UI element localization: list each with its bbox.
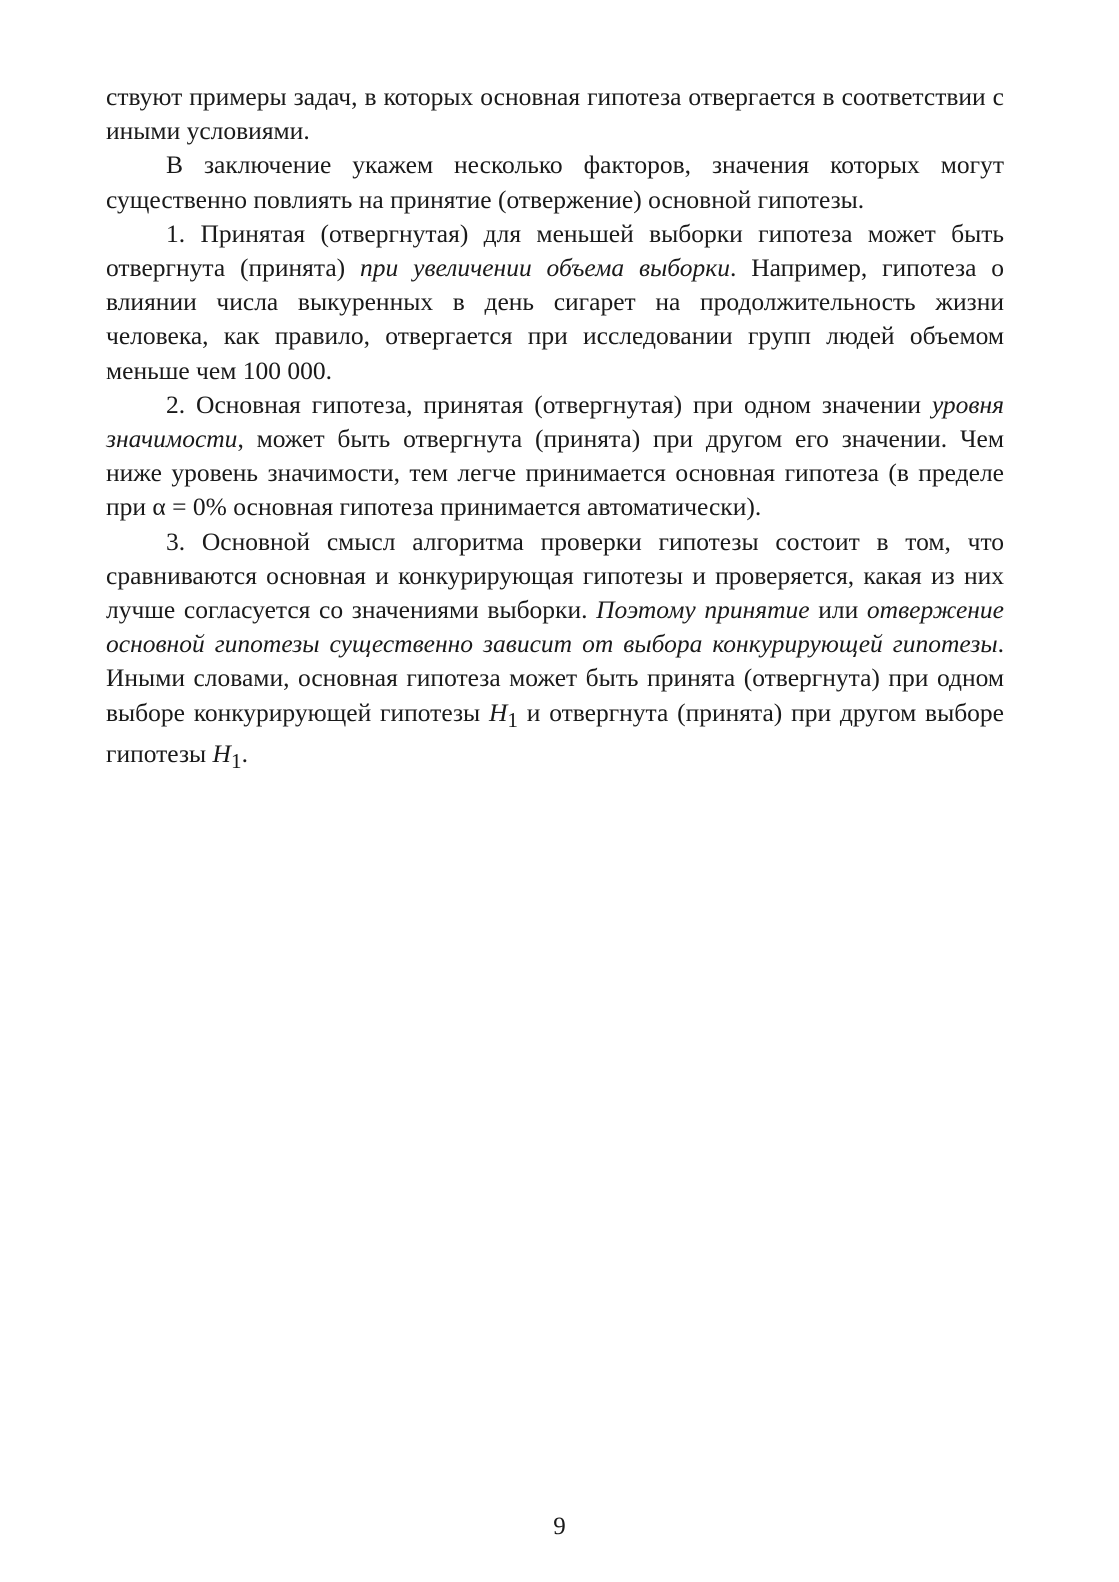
text-run: ствуют примеры задач, в которых основная гипотеза отвергается в соответствии с иными условиями. <box>106 82 1004 146</box>
text-run: 1. Принятая (отвергнутая) для меньшей выборки гипотеза может быть отвергнута (принята) <box>106 218 1004 283</box>
text-run: и отвергнута (принята) при другом выборе гипотезы <box>106 697 1004 768</box>
italic-text: H <box>212 738 231 768</box>
italic-text: H <box>488 697 508 727</box>
page-number: 9 <box>553 1513 566 1540</box>
paragraph-factor-3 <box>106 525 1004 779</box>
text-run: . Например, гипотеза о влиянии числа выкуренных в день сигарет на продолжительность жизни человека, как правило, отвергается при исследовании групп людей объемом меньше чем 100 000. <box>106 253 1004 385</box>
subscript-text: 1 <box>230 749 242 774</box>
paragraph-factor-1 <box>106 217 1004 388</box>
subscript-text: 1 <box>507 707 518 732</box>
text-run: 2. Основная гипотеза, принятая (отвергнутая) при одном значении <box>166 389 932 419</box>
paragraph-factor-2 <box>106 388 1004 525</box>
italic-text: отвержение основной гипотезы существенно зависит от выбора конкурирующей гипотезы <box>106 595 1004 659</box>
italic-text: уровня значимости <box>106 389 1004 454</box>
text-run: или <box>809 595 867 625</box>
text-run: , может быть отвергнута (принята) при другом его значении. Чем ниже уровень значимости, тем легче принимается основная гипотеза (в пределе при α = 0% основная гипотеза принимается автоматически). <box>106 424 1004 522</box>
italic-text: при увеличении объема выборки <box>360 253 730 283</box>
document-body <box>106 80 1004 778</box>
text-run: . <box>241 738 248 768</box>
text-run: В заключение укажем несколько факторов, значения которых могут существенно повлиять на принятие (отвержение) основной гипотезы. <box>106 150 1004 214</box>
paragraph-continuation <box>106 80 1004 148</box>
text-run: 3. Основной смысл алгоритма проверки гипотезы состоит в том, что сравниваются основная и конкурирующая гипотезы и проверяется, какая из них лучше согласуется со значениями выборки. <box>106 526 1004 625</box>
italic-text: Поэтому принятие <box>596 595 810 625</box>
paragraph-conclusion-intro <box>106 148 1004 216</box>
text-run: . Иными словами, основная гипотеза может быть принята (отвергнута) при одном выборе конкурирующей гипотезы <box>106 629 1004 727</box>
